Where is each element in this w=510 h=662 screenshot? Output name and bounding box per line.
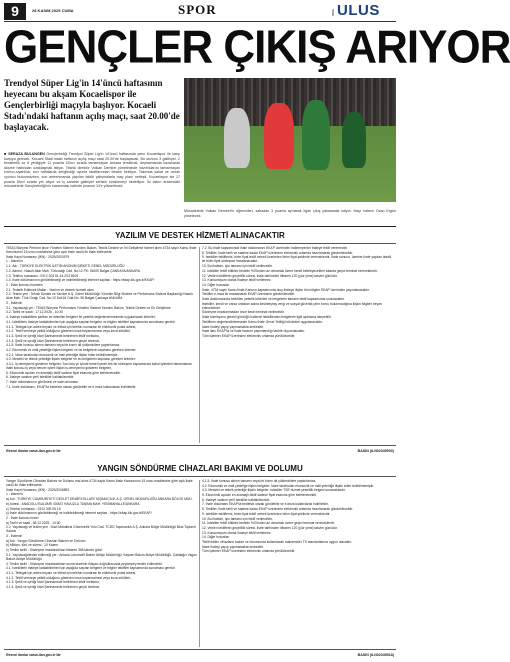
notice-paragraph: 10. Bu ihalede, işin tamamı için teklif verilecektir. bbox=[202, 264, 273, 269]
column-divider bbox=[199, 480, 200, 647]
notice-title-fire: YANGIN SÖNDÜRME CİHAZLARI BAKIMI VE DOLUMU bbox=[97, 464, 303, 473]
notice-paragraph: 4.1.4. Şekli ve içeriği İdari Şartnamede belirlenen geçici teminat. bbox=[6, 585, 100, 590]
notice-paragraph: a) Adı : Yangın Söndürme Cihazları Bakımı ve Dolumu bbox=[6, 538, 86, 543]
notice-paragraph: ç) İhale dokümanının görülebileceği ve indirilebileceği internet sayfası : https://ekap.kik.gov.tr/EKAP/ bbox=[6, 511, 152, 516]
notice-paragraph: 7.2. Bu ihale kapsamında ihale dokümanını EKAP üzerinden indirmeyenler ihaleye teklif veremezler. bbox=[202, 246, 348, 250]
notice-paragraph: Sözleşme imzalanmadan önce kesin teminat verilecektir. bbox=[202, 310, 285, 315]
notice-paragraph: 1 - İdarenin bbox=[6, 259, 23, 264]
notice-paragraph: 3.1. Yapılacağı/teslim edileceği yer : Ankara Lokomotif Bakım Atölye Müdürlüğü, Kayseri Bakım Atölye Müdürlüğü, Çatalağzı Vagon Bakım Atölye Müdürlüğü bbox=[6, 552, 197, 561]
notice-paragraph: 12. Verilen tekliflerin geçerlilik süresi, ihale tarihinden itibaren 120 (yüz yirmi) takvim günüdür. bbox=[202, 525, 338, 530]
match-photo bbox=[184, 78, 396, 202]
notice-fire-right-column bbox=[202, 479, 394, 649]
article-column-1 bbox=[4, 152, 180, 224]
notice-software-footer bbox=[4, 448, 396, 455]
notice-paragraph: a) Tarihi ve saati : 08.12.2025 - 10:30 bbox=[6, 520, 61, 525]
notice-paragraph: 2.1. Tedarik Edilecek Mallar : Yazılım ve destek hizmeti alımı bbox=[6, 287, 95, 292]
notice-paragraph: 12. Verilen tekliflerin geçerlilik süresi, ihale tarihinden itibaren 120 (yüz yirmi) takvim günüdür. bbox=[202, 273, 338, 278]
notice-paragraph: 1.2. Adresi : Nasuh Akar Mah. Türkocağı Cad. No:12 PK: 06100 Balgat ÇANKAYA/ANKARA bbox=[6, 268, 140, 273]
notice-paragraph: 1.1. Adı : TÜRKİYE ELEKTRİK İLETİM ANONİM ŞİRKETİ GENEL MÜDÜRLÜĞÜ bbox=[6, 264, 125, 269]
notice-paragraph: 4.1.1. Tebligat için adres beyanı ve irtibat için telefon numarası ile elektronik posta adresi, bbox=[6, 570, 137, 575]
notice-paragraph: 4.1.1. Tebligat için adres beyanı ve irtibat için telefon numarası ile elektronik posta adresi, bbox=[6, 324, 137, 329]
notice-paragraph: 3.1. Yapılacağı yer : TEİAŞ Bünyesi Performans Yönetim Sistemi Yazılımı Bakım, Teknik Destek ve Ek Geliştirme bbox=[6, 305, 171, 310]
notice-fire-footer bbox=[4, 652, 396, 659]
notice-paragraph: 4.1. İsteklilerin ihaleye katılabilmeleri için aşağıda sayılan belgeler ve bilgiler teklifleri kapsamında sunulması gerekir. bbox=[6, 566, 176, 571]
notice-paragraph: Teklifler e-imza ile imzalanarak EKAP üzerinden gönderilecektir. bbox=[202, 292, 296, 297]
notice-paragraph: c) Telefon numarası : 0312 309 05 15 bbox=[6, 506, 61, 511]
notice-title-software: YAZILIM VE DESTEK HİZMETİ ALINACAKTIR bbox=[115, 231, 285, 240]
photo-player bbox=[342, 112, 366, 168]
footer-website-link[interactable]: Resmi ilanlar www.ilan.gov.tr'de bbox=[6, 653, 61, 657]
notice-paragraph: 13. Konsorsiyum olarak ihaleye teklif verilemez. bbox=[202, 530, 272, 535]
notice-paragraph: 4.1.5. İhale konusu alımın tamamı veya bir kısmı alt yüklenicilere yaptırılamaz. bbox=[202, 479, 317, 483]
notice-paragraph: İdare ihaleyi yapıp yapmamakta serbesttir. bbox=[202, 324, 264, 329]
notice-paragraph: 4.1.4. Şekli ve içeriği İdari Şartnamede belirlenen geçici teminat, bbox=[6, 338, 100, 343]
notice-paragraph: 4.2. Ekonomik ve mali yeterliğe ilişkin belgeler ve bu belgelerin taşıması gereken kriterler: bbox=[6, 347, 137, 352]
notice-paragraph: 1 - İdarenin bbox=[6, 492, 23, 497]
photo-player bbox=[264, 103, 294, 169]
section-title: SPOR bbox=[178, 2, 217, 17]
notice-paragraph: 11. İstekliler teklif ettikleri bedelin %3'ünden az olmamak üzere geçici teminat vereceklerdir. bbox=[202, 521, 335, 526]
notice-paragraph: 7. İhale dokümanının görülmesi ve satın alınması: bbox=[6, 380, 79, 385]
notice-paragraph: 9. İstekliler tekliflerini, birim fiyat teklif cetveli üzerinden birim fiyat şeklinde vereceklerdir. İhale sonucu, üzerine ihale yapılan istekli ile birim fiyat sözleşme imzalanacaktır. bbox=[202, 255, 392, 264]
footer-notice-code: BASIN (ILN02345918) bbox=[357, 653, 394, 657]
notice-paragraph: 2 - İhale konusu hizmetin bbox=[6, 282, 43, 287]
page-number: 9 bbox=[4, 3, 26, 20]
notice-paragraph: 1.3. Telefon numarası : 0312 203 81 44-203 8409 bbox=[6, 273, 79, 278]
logo-prefix: YENİ bbox=[331, 9, 335, 17]
notice-paragraph: İhale komisyonu gerekli gördüğü hallerde isteklilerden belgelerle ilgili açıklama isteyebilir. bbox=[202, 315, 332, 320]
notice-paragraph: 7.1. İhale dokümanı, EKAP'ta bedelsiz olarak görülebilir ve e-imza kullanılarak indirilebilir. bbox=[6, 384, 137, 389]
notice-paragraph: 8. Teklifler, ihale tarih ve saatine kadar EKAP üzerinden elektronik ortamda hazırlanarak gönderilecektir. bbox=[202, 250, 354, 255]
column-divider bbox=[199, 247, 200, 443]
photo-player bbox=[224, 108, 250, 168]
notice-paragraph: 5. Ekonomik açıdan en avantajlı teklif sadece fiyat esasına göre belirlenecektir. bbox=[6, 370, 121, 375]
notice-paragraph: İhale ilanı EKAP'ta ve ihale ilanının yayımlandığı tarihte duyurulacaktır. bbox=[202, 329, 306, 334]
article-column-2: Mücadelede Volkan Demirel'in öğrencileri, sahadan 3 puanla ayrılarak ligde çıkış yakalamak istiyor. Maçı hakem Ozan Ergün yönetecek. bbox=[184, 209, 396, 218]
article-separator bbox=[4, 226, 396, 227]
notice-paragraph: 5. Ekonomik açıdan en avantajlı teklif sadece fiyat esasına göre belirlenecektir. bbox=[202, 493, 317, 498]
photo-player bbox=[302, 100, 330, 170]
page-header bbox=[0, 0, 400, 22]
notice-paragraph: 3.2. Tarihi ve saati : 17.12.2025 - 10:30 bbox=[6, 310, 63, 315]
notice-paragraph: 4.3. Mesleki ve teknik yeterliğe ilişkin belgeler ve bu belgelerin taşıması gereken kriterler: bbox=[6, 357, 136, 362]
notice-paragraph: 4.2.1. İdare tarafından ekonomik ve mali yeterliğe ilişkin kriter belirtilmemiştir. bbox=[6, 352, 119, 357]
article-text-1: Gençlerbirliği Trendyol Süper Lig'in 14'üncü haftasında yarın Kocaelispor ile karşı karşıya gelecek. Kocaeli Stadı'ndaki haftanın açılış maçı saat 20.00'de başlayacak. Bu sezonu 3 galibiyet, 2 beraberlik ve 8 yenilgiyle 11 puanla 16'ncı sırada tamamlayan Ankara temsilcisi, deplasmanda kazanarak düşme hattından uzaklaşmak istiyor. Teknik direktör Volkan Demirel yönetiminde hazırlıklarını tamamlayan kırmızı-siyahlılar, son haftalarda sergilediği oyunla taraftarından destek bekliyor. Takımda sakat ve cezalı oyuncu bulunmazken, son antrenmanda yapılan taktik çalışmalarla maç planı netleşti. Kocaelispor ise 17 puanla 8'inci sırada yer alıyor ve iç sahada galibiyet serisini sürdürmeyi hedefliyor. İki takım arasındaki mücadelede Gençlerbirliği'nin kazanması halinde puanını 14'e yükseltecek. bbox=[4, 152, 180, 189]
notice-paragraph: İhale Kayıt Numarası (İKN) : 2025/2036892 bbox=[6, 487, 70, 492]
notice-software-left-column bbox=[6, 246, 198, 445]
notice-paragraph: 4.1. İsteklilerin ihaleye katılabilmeleri için aşağıda sayılan belgeler ve bilgiler teklifleri kapsamında sunulması gerekir. bbox=[6, 319, 176, 324]
notice-paragraph: b) Adresi : ANADOLU BULVARI GİMAT HAVUZLU TAŞIMA MAH. YENİMAHALLE/ANKARA bbox=[6, 501, 140, 506]
notice-paragraph: 4.1.3. Şekli ve içeriği İdari Şartnamede belirlenen teklif mektubu, bbox=[6, 333, 100, 338]
notice-paragraph: 8. Teklifler, ihale tarih ve saatine kadar EKAP üzerinden elektronik ortamda hazırlanarak gönderilecektir. bbox=[202, 507, 354, 512]
notice-paragraph: 6. İhaleye sadece yerli istekliler katılabilecektir. bbox=[202, 497, 271, 502]
notice-fire-left-column bbox=[6, 479, 198, 649]
notice-paragraph: 3 - İhalenin bbox=[6, 301, 23, 306]
notice-paragraph: 10. Bu ihalede, işin tamamı için teklif verilecektir. bbox=[202, 516, 273, 521]
notice-paragraph: c) Teslim tarihi : Sözleşme imzalandıktan itibaren 365 takvim günü bbox=[6, 548, 103, 553]
notice-paragraph: 14. Diğer hususlar: bbox=[202, 282, 230, 287]
notice-paragraph: 7. İhale dokümanı EKAP'ta bedelsiz olarak görülebilir ve e-imza kullanılarak indirilebilir. bbox=[202, 502, 329, 507]
main-headline: GENÇLER ÇIKIŞ ARIYOR bbox=[4, 21, 510, 74]
notice-paragraph: 3 - İhalenin bbox=[6, 534, 23, 539]
notice-paragraph: 4.2. Ekonomik ve mali yeterliğe ilişkin belgeler: İdare tarafından ekonomik ve mali yeterliğe ilişkin kriter belirtilmemiştir. bbox=[202, 483, 375, 488]
notice-paragraph: Tekliflerin değerlendirilmesinde Kamu İhale Genel Tebliği hükümleri uygulanacaktır. bbox=[202, 319, 323, 324]
notice-paragraph: İdare ihaleyi yapıp yapmamakta serbesttir. bbox=[202, 544, 264, 549]
notice-software bbox=[4, 243, 396, 446]
notice-paragraph: a) Adı : TÜRKİYE CUMHURİYETİ DEVLET DEMİRYOLLARI TAŞIMACILIK A.Ş. GENEL MÜDÜRLÜĞÜ ANKARA BÖLGE MÜD. bbox=[6, 497, 193, 502]
notice-paragraph: Tüm işlemler EKAP üzerinden elektronik ortamda yürütülecektir. bbox=[202, 333, 296, 338]
notice-paragraph: b) Miktarı, türü ve süresi : 10 Kalem bbox=[6, 543, 59, 548]
notice-paragraph: 4.1.2. Teklif vermeye yetkili olduğunu gösteren imza beyannamesi veya imza sirküleri, bbox=[6, 575, 131, 580]
notice-paragraph: 14. Diğer hususlar: bbox=[202, 535, 230, 540]
article-byline: ■ SERAZA BULUNGEN bbox=[4, 152, 45, 156]
notice-paragraph: Teklif edilen cihazların bakım ve dolumunda kullanılacak malzemeler TS standartlarına uygun olacaktır. bbox=[202, 539, 353, 544]
notice-paragraph: 11. İstekliler teklif ettikleri bedelin %3'ünden az olmamak üzere kendi belirleyecekleri tutarda geçici teminat vereceklerdir. bbox=[202, 268, 378, 273]
footer-website-link[interactable]: Resmi ilanlar www.ilan.gov.tr'de bbox=[6, 449, 61, 453]
newspaper-logo: ULUS bbox=[337, 3, 395, 19]
notice-paragraph: 4.3.1. İş deneyimini gösteren belgeler: Son beş yıl içinde bedel içeren tek bir sözleşme kapsamında kabul işlemleri tamamlanan ihale konusu iş veya benzer işlere ilişkin iş deneyimini gösteren belgeler, bbox=[6, 362, 192, 371]
notice-software-right-column bbox=[202, 246, 394, 445]
notice-paragraph: 4.3. Mesleki ve teknik yeterliğe ilişkin belgeler: İstekliler TSE hizmet yeterlilik belgesi sunacaklardır. bbox=[202, 488, 346, 493]
footer-notice-code: BASIN (ILN02345900) bbox=[357, 449, 394, 453]
notice-paragraph: İhale Kayıt Numarası (İKN) : 2025/2003979 bbox=[6, 254, 70, 259]
notice-paragraph: TEİAŞ Bünyesi Perform ance Yönetim Sistemi Yazılımı Bakım, Teknik Destek ve İhi Geliştirme hizmet alımı 4734 sayılı Kamu İhale Kanununun 19 uncu maddesine göre açık ihale usulü ile ihale edilecektir. bbox=[6, 246, 197, 255]
notice-paragraph: 9. İstekliler tekliflerini, birim fiyat teklif cetveli üzerinden birim fiyat şeklinde vereceklerdir. bbox=[202, 511, 331, 516]
notice-paragraph: 4. Teslim tarihi : Sözleşme imzalandıktan sonra idarenin ihtiyacı doğrultusunda peyderpey teslim edilecektir. bbox=[6, 561, 163, 566]
notice-paragraph: 4.1.5. İhale konusu alımın tamamı veya bir kısmı alt yüklenicilere yaptırılamaz. bbox=[6, 343, 121, 348]
notice-paragraph: İstekliler, kendi ve varsa ortakları adına kesinleşmiş vergi ve sosyal güvenlik prim borcu bulunmadığına ilişkin bilgileri beyan edeceklerdir. bbox=[202, 301, 382, 310]
notice-paragraph: 1.4. İhale dokümanının görülebileceği ve indirilebileceği internet sayfası : https://ekap.kik.gov.tr/EKAP/ bbox=[6, 278, 155, 283]
notice-paragraph: Yangın Söndürme Cihazları Bakımı ve Dolumu mal alımı 4734 sayılı Kamu İhale Kanununun 19 uncu maddesine göre açık ihale usulü ile ihale edilecektir. bbox=[6, 479, 193, 488]
notice-paragraph: 4.1.3. Şekli ve içeriği İdari Şartnamede belirlenen teklif mektubu, bbox=[6, 580, 100, 585]
notice-paragraph: Tüm işlemler EKAP üzerinden elektronik ortamda yürütülecektir. bbox=[202, 549, 296, 554]
issue-date: 28 KASIM 2025 CUMA bbox=[32, 8, 74, 13]
notice-paragraph: İhale dokümanında belirtilen yeterlik kriterleri ve belgelerin tamamı teklif kapsamında sunulacaktır. bbox=[202, 296, 345, 301]
notice-paragraph: 6. İhaleye sadece yerli istekliler katılabilecektir. bbox=[6, 375, 75, 380]
notice-paragraph: 4.1.2. Teklif vermeye yetkili olduğunu gösteren imza beyannamesi veya imza sirküleri, bbox=[6, 329, 131, 334]
notice-paragraph: 2 - İhale konusu malın bbox=[6, 515, 39, 520]
notice-paragraph: 2.2. Yapılacağı ve teslim yeri : Gazi Mahallesi Güvercinlik Yolu Cad. TCDD Taşımacılık A.Ş. Ankara Bölge Müdürlüğü Bina Toplantı Salonu bbox=[6, 525, 196, 534]
notice-paragraph: İhale, 4734 sayılı Kamu İhale Kanunu kapsamında olup ihaleye ilişkin tüm bilgiler EKAP üzerinden yayımlanacaktır. bbox=[202, 287, 370, 292]
notice-fire bbox=[4, 476, 396, 650]
notice-paragraph: 13. Konsorsiyum olarak ihaleye teklif verilemez. bbox=[202, 278, 272, 283]
notice-paragraph: 2.2. Teslim yeri : Teknik Destek ve Yazılım A.Ş. Genel Müdürlüğü Yönetim Bilgi Sistemi ve Performans Sistemi Başkanlığı Nasuh Akar Mah. Türk Ocağı Cad. No:12 Kat:16 Oda No: 98 Balgat Çankaya ANKARA bbox=[6, 292, 193, 301]
article-deck: Trendyol Süper Lig'in 14'üncü haftasının heyecanı bu akşam Kocaelispor ile Gençlerbirliği maçıyla başlıyor. Kocaeli Stadı'ndaki haftanın açılış maçı, saat 20.00'de başlayacak. bbox=[4, 78, 180, 132]
notice-paragraph: 4. İhaleye katılabilme şartları ve istenilen belgeler ile yeterlik değerlendirmesinde uygulanacak kriterler: bbox=[6, 315, 156, 320]
